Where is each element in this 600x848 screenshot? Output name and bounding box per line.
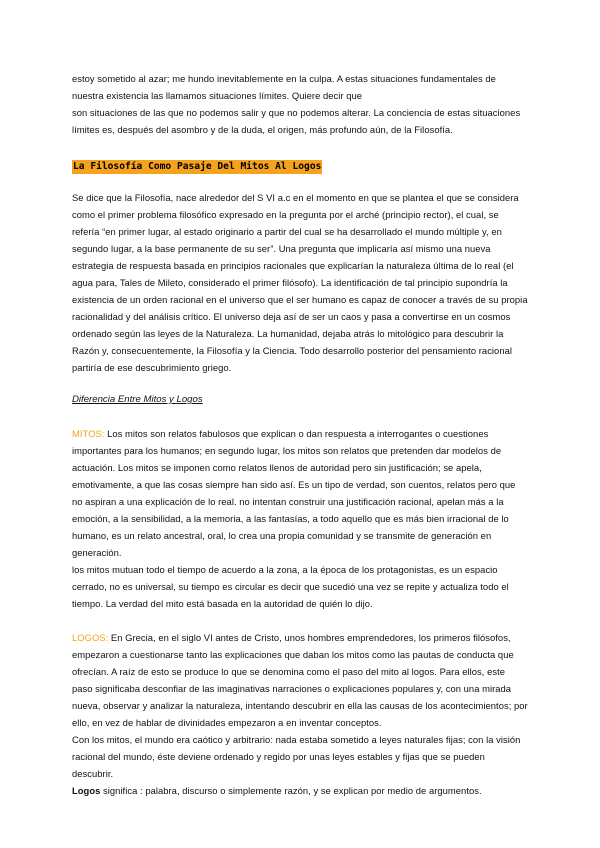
paragraph-gap [72, 612, 528, 629]
mitos-text: Los mitos son relatos fabulosos que explican o dan respuesta a interrogantes o cuestiones importantes para los humanos; en segundo lugar, los mitos son relatos que pretenden dar modelos de actuación. Los mitos se imponen como relatos llenos de autoridad pero sin justificación; se apela, emotivamente, a que las cosas siempre han sido así. Es un tipo de verdad, son cuentos, relatos pero que no aspiran a una explicación de lo real. no intentan construir una justificación racional, apelan más a la emoción, a la sensibilidad, a la memoria, a las fantasías, a todo aquello que es más bien irracional de lo humano, es un relato ancestral, oral, lo crea una propia comunidad y se transmite de generación en generación. [72, 428, 516, 558]
heading-1-wrap [72, 156, 528, 174]
mitos-paragraph-2: los mitos mutuan todo el tiempo de acuerdo a la zona, a la época de los protagonistas, es un espacio cerrado, no es universal, su tiempo es circular es decir que sucedió una vez se repite y actualiza todo el tiempo. La verdad del mito está basada en la autoridad de quién lo dijo. [72, 564, 509, 609]
intro-paragraph-2: son situaciones de las que no podemos salir y que no podemos alterar. La conciencia de estas situaciones límites es, después del asombro y de la duda, el origen, más profundo aún, de la Filosofía. [72, 107, 521, 135]
logos-definition [72, 782, 528, 799]
logos-text: En Grecia, en el siglo VI antes de Cristo, unos hombres emprendedores, los primeros filósofos, empezaron a cuestionarse tanto las explicaciones que daban los mitos como las pautas de conducta que ofrecían. A raíz de esto se produce lo que se denomina como el paso del mito al logos. Para ellos, este paso significaba desconfiar de las imaginativas narraciones o explicaciones populares y, con una mirada nueva, observar y analizar la naturaleza, intentando descubrir en ella las causas de los acontecimientos; por ello, en vez de hablar de divinidades empezaron a en inventar conceptos. [72, 632, 528, 728]
section-heading-mitos-logos: La Filosofía Como Pasaje Del Mitos Al Logos [73, 161, 322, 172]
logos-def-term: Logos [72, 785, 101, 796]
subheading-diferencia: Diferencia Entre Mitos y Logos [72, 394, 203, 405]
mitos-paragraph [72, 425, 528, 561]
logos-def-text: significa : palabra, discurso o simplemente razón, y se explican por medio de argumentos. [100, 785, 482, 796]
intro-paragraph-1: estoy sometido al azar; me hundo inevitablemente en la culpa. A estas situaciones fundamentales de nuestra existencia las llamamos situaciones límites. Quiere decir que [72, 73, 496, 101]
mitos-label: MITOS: [72, 428, 105, 439]
logos-label: LOGOS: [72, 632, 109, 643]
section-1-paragraph: Se dice que la Filosofía, nace alrededor del S VI a.c en el momento en que se plantea el que se considera como el primer problema filosófico expresado en la pregunta por el arché (principio rector), el cual, se refería “en primer lugar, al estado originario a partir del cual se ha desarrollado el mundo múltiple y, en segundo lugar, a la base permanente de su ser”. Una pregunta que implicaría así mismo una nueva estrategia de respuesta basada en principios racionales que explicarían la naturaleza última de lo real (el agua para, Tales de Mileto, considerado el primer filósofo). La identificación de tal principio supondría la existencia de un orden racional en el universo que el ser humano es capaz de conocer a través de su propia racionalidad y del análisis crítico. El universo deja así de ser un caos y pasa a convertirse en un cosmos ordenado según las leyes de la Naturaleza. La humanidad, dejaba atrás lo mitológico para descubrir la Razón y, consecuentemente, la Filosofía y la Ciencia. Todo desarrollo posterior del pensamiento racional partiría de ese descubrimiento griego. [72, 192, 528, 373]
logos-paragraph [72, 629, 528, 731]
logos-paragraph-2: Con los mitos, el mundo era caótico y arbitrario: nada estaba sometido a leyes naturales fijas; con la visión racional del mundo, éste deviene ordenado y regido por unas leyes estables y fijas que se pueden descubrir. [72, 734, 521, 779]
